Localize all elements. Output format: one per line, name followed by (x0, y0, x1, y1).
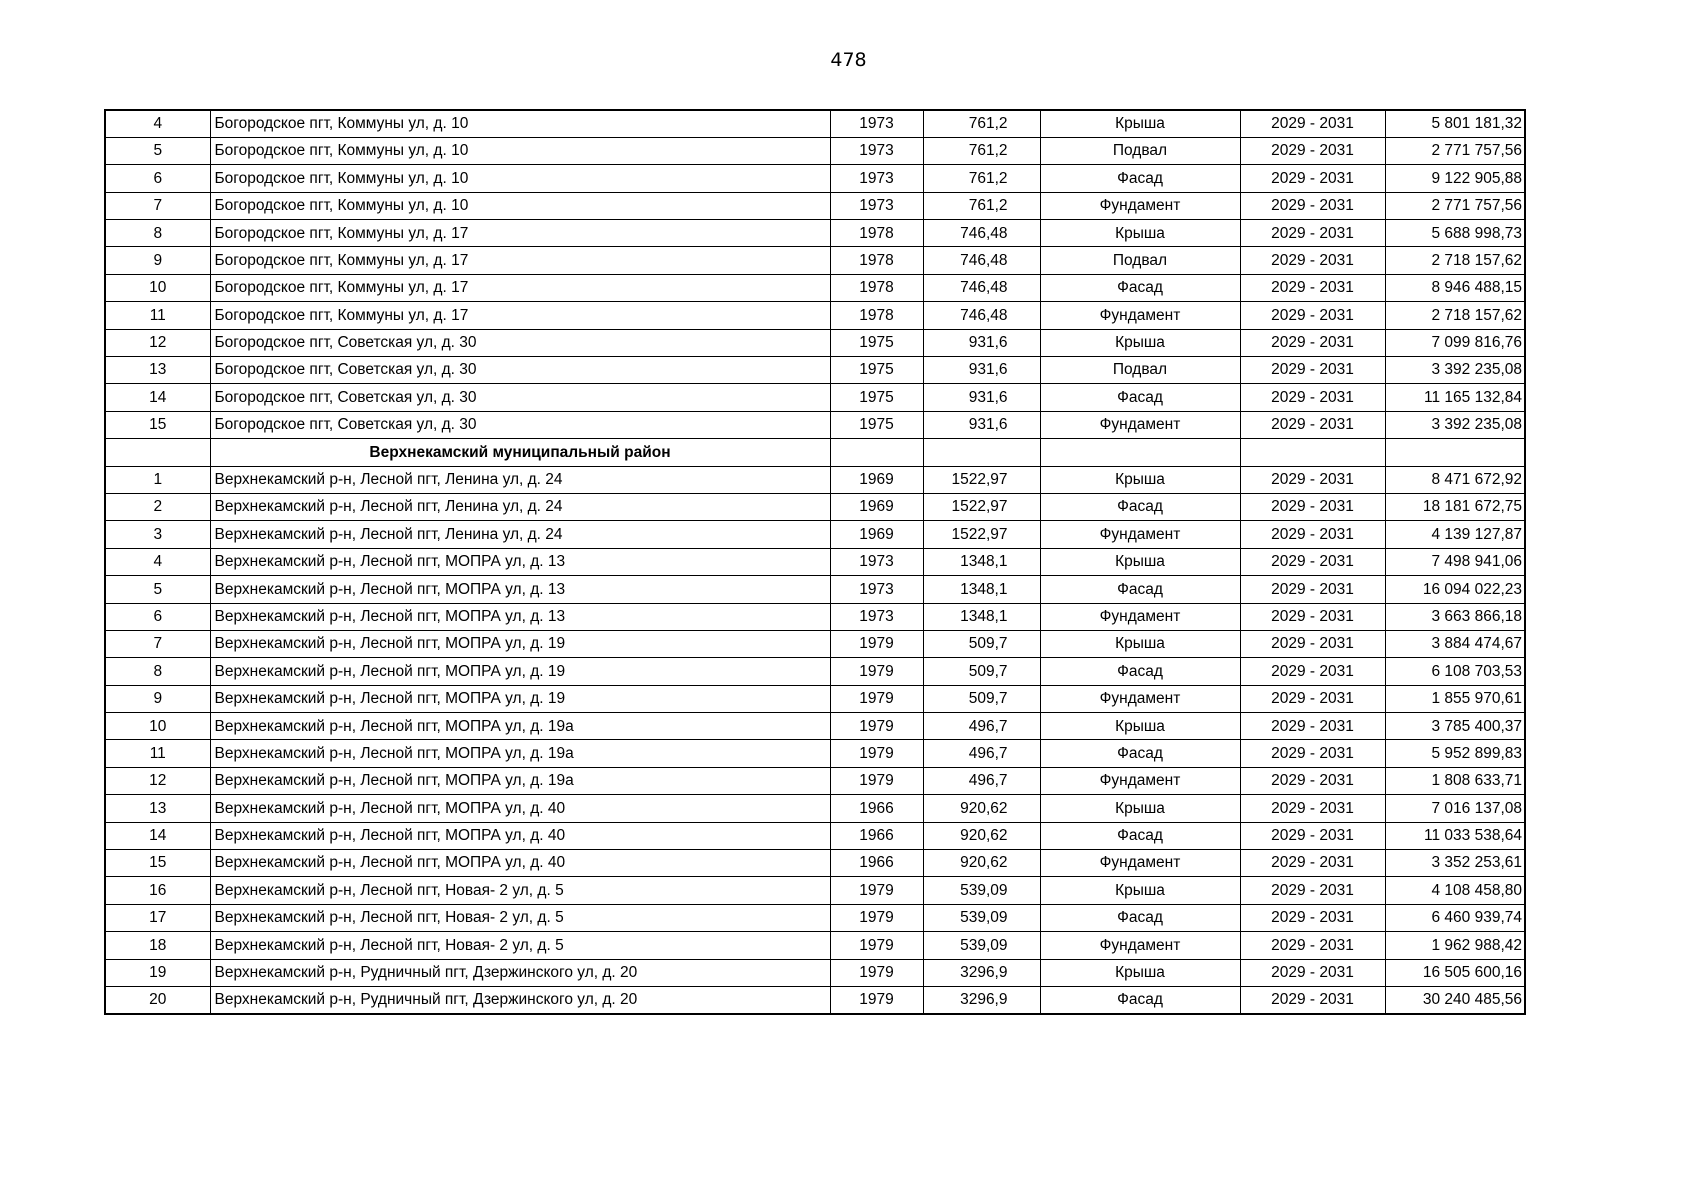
table-row (105, 959, 1525, 986)
cost-cell: 16 094 022,23 (1385, 576, 1525, 603)
row-number: 4 (105, 110, 210, 137)
table-row (105, 987, 1525, 1014)
address-cell: Верхнекамский р-н, Лесной пгт, МОПРА ул, д. 40 (210, 850, 830, 877)
table-row (105, 384, 1525, 411)
year-built-cell: 1979 (830, 740, 923, 767)
work-type-cell: Крыша (1040, 877, 1240, 904)
row-number: 15 (105, 411, 210, 438)
row-number: 6 (105, 165, 210, 192)
address-cell: Верхнекамский р-н, Лесной пгт, Ленина ул, д. 24 (210, 466, 830, 493)
address-cell: Верхнекамский р-н, Лесной пгт, МОПРА ул, д. 13 (210, 603, 830, 630)
row-number: 17 (105, 904, 210, 931)
period-cell: 2029 - 2031 (1240, 302, 1385, 329)
table-row (105, 740, 1525, 767)
period-cell: 2029 - 2031 (1240, 658, 1385, 685)
work-type-cell: Фундамент (1040, 685, 1240, 712)
cost-cell: 7 016 137,08 (1385, 795, 1525, 822)
cost-cell: 6 108 703,53 (1385, 658, 1525, 685)
cost-cell: 2 771 757,56 (1385, 137, 1525, 164)
year-built-cell: 1979 (830, 904, 923, 931)
table-row (105, 932, 1525, 959)
cost-cell: 11 033 538,64 (1385, 822, 1525, 849)
table-row (105, 767, 1525, 794)
work-type-cell: Фундамент (1040, 850, 1240, 877)
table-row (105, 630, 1525, 657)
year-built-cell: 1969 (830, 521, 923, 548)
cost-cell: 1 808 633,71 (1385, 767, 1525, 794)
area-cell: 761,2 (923, 192, 1040, 219)
year-built-cell: 1973 (830, 137, 923, 164)
cost-cell: 9 122 905,88 (1385, 165, 1525, 192)
work-type-cell: Фасад (1040, 576, 1240, 603)
period-cell: 2029 - 2031 (1240, 630, 1385, 657)
work-type-cell: Фасад (1040, 822, 1240, 849)
row-number: 6 (105, 603, 210, 630)
period-cell: 2029 - 2031 (1240, 247, 1385, 274)
year-built-cell: 1979 (830, 685, 923, 712)
area-cell: 931,6 (923, 384, 1040, 411)
table-row (105, 192, 1525, 219)
year-built-cell: 1975 (830, 411, 923, 438)
empty-cell (830, 439, 923, 466)
row-number: 5 (105, 137, 210, 164)
row-number: 15 (105, 850, 210, 877)
address-cell: Верхнекамский р-н, Лесной пгт, Ленина ул, д. 24 (210, 521, 830, 548)
cost-cell: 8 946 488,15 (1385, 274, 1525, 301)
work-type-cell: Крыша (1040, 959, 1240, 986)
year-built-cell: 1973 (830, 548, 923, 575)
table-row (105, 603, 1525, 630)
address-cell: Богородское пгт, Коммуны ул, д. 17 (210, 220, 830, 247)
address-cell: Богородское пгт, Коммуны ул, д. 10 (210, 110, 830, 137)
address-cell: Верхнекамский р-н, Лесной пгт, МОПРА ул, д. 19 (210, 630, 830, 657)
address-cell: Верхнекамский р-н, Лесной пгт, Новая- 2 ул, д. 5 (210, 877, 830, 904)
period-cell: 2029 - 2031 (1240, 767, 1385, 794)
work-type-cell: Фундамент (1040, 603, 1240, 630)
address-cell: Верхнекамский р-н, Лесной пгт, МОПРА ул, д. 19 (210, 685, 830, 712)
period-cell: 2029 - 2031 (1240, 192, 1385, 219)
period-cell: 2029 - 2031 (1240, 959, 1385, 986)
table-row (105, 466, 1525, 493)
year-built-cell: 1973 (830, 576, 923, 603)
cost-cell: 4 108 458,80 (1385, 877, 1525, 904)
area-cell: 761,2 (923, 137, 1040, 164)
year-built-cell: 1979 (830, 767, 923, 794)
year-built-cell: 1975 (830, 329, 923, 356)
work-type-cell: Фасад (1040, 165, 1240, 192)
area-cell: 920,62 (923, 822, 1040, 849)
table-row (105, 110, 1525, 137)
cost-cell: 1 855 970,61 (1385, 685, 1525, 712)
row-number: 20 (105, 987, 210, 1014)
cost-cell: 16 505 600,16 (1385, 959, 1525, 986)
period-cell: 2029 - 2031 (1240, 357, 1385, 384)
area-cell: 3296,9 (923, 959, 1040, 986)
period-cell: 2029 - 2031 (1240, 548, 1385, 575)
cost-cell: 2 771 757,56 (1385, 192, 1525, 219)
work-type-cell: Фундамент (1040, 302, 1240, 329)
row-number: 10 (105, 713, 210, 740)
year-built-cell: 1978 (830, 274, 923, 301)
address-cell: Богородское пгт, Коммуны ул, д. 17 (210, 247, 830, 274)
table-row (105, 165, 1525, 192)
area-cell: 761,2 (923, 110, 1040, 137)
cost-cell: 30 240 485,56 (1385, 987, 1525, 1014)
address-cell: Верхнекамский р-н, Лесной пгт, Ленина ул, д. 24 (210, 493, 830, 520)
area-cell: 3296,9 (923, 987, 1040, 1014)
row-number: 13 (105, 795, 210, 822)
area-cell: 1348,1 (923, 603, 1040, 630)
year-built-cell: 1973 (830, 603, 923, 630)
empty-cell (1040, 439, 1240, 466)
period-cell: 2029 - 2031 (1240, 137, 1385, 164)
work-type-cell: Фундамент (1040, 932, 1240, 959)
cost-cell: 5 952 899,83 (1385, 740, 1525, 767)
period-cell: 2029 - 2031 (1240, 220, 1385, 247)
row-number: 10 (105, 274, 210, 301)
area-cell: 539,09 (923, 932, 1040, 959)
period-cell: 2029 - 2031 (1240, 165, 1385, 192)
year-built-cell: 1979 (830, 658, 923, 685)
year-built-cell: 1979 (830, 987, 923, 1014)
area-cell: 931,6 (923, 411, 1040, 438)
cost-cell: 6 460 939,74 (1385, 904, 1525, 931)
section-header-row (105, 439, 1525, 466)
period-cell: 2029 - 2031 (1240, 822, 1385, 849)
work-type-cell: Крыша (1040, 329, 1240, 356)
address-cell: Верхнекамский р-н, Лесной пгт, МОПРА ул, д. 40 (210, 822, 830, 849)
area-cell: 539,09 (923, 877, 1040, 904)
year-built-cell: 1979 (830, 630, 923, 657)
area-cell: 931,6 (923, 329, 1040, 356)
period-cell: 2029 - 2031 (1240, 493, 1385, 520)
period-cell: 2029 - 2031 (1240, 685, 1385, 712)
period-cell: 2029 - 2031 (1240, 795, 1385, 822)
period-cell: 2029 - 2031 (1240, 603, 1385, 630)
table-row (105, 247, 1525, 274)
address-cell: Верхнекамский р-н, Лесной пгт, МОПРА ул, д. 19 (210, 658, 830, 685)
row-number: 5 (105, 576, 210, 603)
cost-cell: 4 139 127,87 (1385, 521, 1525, 548)
area-cell: 1522,97 (923, 521, 1040, 548)
address-cell: Богородское пгт, Советская ул, д. 30 (210, 329, 830, 356)
address-cell: Богородское пгт, Коммуны ул, д. 10 (210, 165, 830, 192)
year-built-cell: 1979 (830, 713, 923, 740)
empty-cell (1385, 439, 1525, 466)
table-row (105, 548, 1525, 575)
address-cell: Верхнекамский р-н, Рудничный пгт, Дзержинского ул, д. 20 (210, 987, 830, 1014)
area-cell: 539,09 (923, 904, 1040, 931)
cost-cell: 11 165 132,84 (1385, 384, 1525, 411)
year-built-cell: 1975 (830, 357, 923, 384)
row-number: 4 (105, 548, 210, 575)
cost-cell: 3 785 400,37 (1385, 713, 1525, 740)
period-cell: 2029 - 2031 (1240, 274, 1385, 301)
row-number: 7 (105, 192, 210, 219)
period-cell: 2029 - 2031 (1240, 713, 1385, 740)
row-number: 14 (105, 822, 210, 849)
cost-cell: 7 099 816,76 (1385, 329, 1525, 356)
row-number: 1 (105, 466, 210, 493)
work-type-cell: Крыша (1040, 630, 1240, 657)
table-body (105, 110, 1525, 1014)
work-type-cell: Фасад (1040, 493, 1240, 520)
area-cell: 931,6 (923, 357, 1040, 384)
row-number: 9 (105, 247, 210, 274)
table-row (105, 658, 1525, 685)
table-row (105, 576, 1525, 603)
period-cell: 2029 - 2031 (1240, 411, 1385, 438)
year-built-cell: 1966 (830, 822, 923, 849)
row-number: 9 (105, 685, 210, 712)
period-cell: 2029 - 2031 (1240, 740, 1385, 767)
work-type-cell: Фасад (1040, 740, 1240, 767)
work-type-cell: Крыша (1040, 713, 1240, 740)
repair-schedule-table (104, 109, 1526, 1015)
cost-cell: 1 962 988,42 (1385, 932, 1525, 959)
period-cell: 2029 - 2031 (1240, 521, 1385, 548)
address-cell: Богородское пгт, Коммуны ул, д. 10 (210, 192, 830, 219)
work-type-cell: Крыша (1040, 220, 1240, 247)
work-type-cell: Фасад (1040, 384, 1240, 411)
cost-cell: 3 392 235,08 (1385, 411, 1525, 438)
area-cell: 509,7 (923, 685, 1040, 712)
address-cell: Верхнекамский р-н, Лесной пгт, МОПРА ул, д. 40 (210, 795, 830, 822)
period-cell: 2029 - 2031 (1240, 384, 1385, 411)
area-cell: 746,48 (923, 274, 1040, 301)
cost-cell: 3 392 235,08 (1385, 357, 1525, 384)
row-number: 19 (105, 959, 210, 986)
address-cell: Верхнекамский р-н, Лесной пгт, МОПРА ул, д. 13 (210, 576, 830, 603)
area-cell: 509,7 (923, 658, 1040, 685)
year-built-cell: 1966 (830, 850, 923, 877)
table-row (105, 411, 1525, 438)
table-row (105, 329, 1525, 356)
area-cell: 496,7 (923, 740, 1040, 767)
row-number: 8 (105, 658, 210, 685)
row-number: 2 (105, 493, 210, 520)
year-built-cell: 1973 (830, 165, 923, 192)
period-cell: 2029 - 2031 (1240, 932, 1385, 959)
area-cell: 1348,1 (923, 548, 1040, 575)
work-type-cell: Фасад (1040, 274, 1240, 301)
year-built-cell: 1973 (830, 192, 923, 219)
cost-cell: 18 181 672,75 (1385, 493, 1525, 520)
work-type-cell: Крыша (1040, 466, 1240, 493)
work-type-cell: Подвал (1040, 247, 1240, 274)
row-number: 13 (105, 357, 210, 384)
table-row (105, 357, 1525, 384)
work-type-cell: Подвал (1040, 137, 1240, 164)
address-cell: Верхнекамский р-н, Лесной пгт, МОПРА ул, д. 19а (210, 713, 830, 740)
row-number: 12 (105, 767, 210, 794)
year-built-cell: 1975 (830, 384, 923, 411)
table-row (105, 822, 1525, 849)
table-row (105, 877, 1525, 904)
work-type-cell: Крыша (1040, 110, 1240, 137)
area-cell: 746,48 (923, 247, 1040, 274)
work-type-cell: Фундамент (1040, 521, 1240, 548)
area-cell: 1348,1 (923, 576, 1040, 603)
period-cell: 2029 - 2031 (1240, 904, 1385, 931)
section-title: Верхнекамский муниципальный район (210, 439, 830, 466)
cost-cell: 3 352 253,61 (1385, 850, 1525, 877)
table-row (105, 713, 1525, 740)
work-type-cell: Фасад (1040, 658, 1240, 685)
year-built-cell: 1969 (830, 493, 923, 520)
row-number: 11 (105, 740, 210, 767)
row-number: 16 (105, 877, 210, 904)
address-cell: Верхнекамский р-н, Рудничный пгт, Дзержинского ул, д. 20 (210, 959, 830, 986)
period-cell: 2029 - 2031 (1240, 466, 1385, 493)
period-cell: 2029 - 2031 (1240, 877, 1385, 904)
table-row (105, 274, 1525, 301)
period-cell: 2029 - 2031 (1240, 329, 1385, 356)
area-cell: 496,7 (923, 713, 1040, 740)
page-number: 478 (830, 49, 867, 71)
row-number: 8 (105, 220, 210, 247)
work-type-cell: Подвал (1040, 357, 1240, 384)
row-number: 7 (105, 630, 210, 657)
year-built-cell: 1978 (830, 220, 923, 247)
cost-cell: 2 718 157,62 (1385, 302, 1525, 329)
cost-cell: 5 801 181,32 (1385, 110, 1525, 137)
year-built-cell: 1969 (830, 466, 923, 493)
work-type-cell: Фасад (1040, 904, 1240, 931)
address-cell: Богородское пгт, Советская ул, д. 30 (210, 357, 830, 384)
period-cell: 2029 - 2031 (1240, 850, 1385, 877)
work-type-cell: Крыша (1040, 548, 1240, 575)
row-number: 14 (105, 384, 210, 411)
year-built-cell: 1979 (830, 877, 923, 904)
cost-cell: 8 471 672,92 (1385, 466, 1525, 493)
empty-cell (923, 439, 1040, 466)
work-type-cell: Крыша (1040, 795, 1240, 822)
table-row (105, 521, 1525, 548)
area-cell: 920,62 (923, 795, 1040, 822)
area-cell: 746,48 (923, 220, 1040, 247)
period-cell: 2029 - 2031 (1240, 987, 1385, 1014)
table-row (105, 220, 1525, 247)
address-cell: Верхнекамский р-н, Лесной пгт, МОПРА ул, д. 19а (210, 740, 830, 767)
work-type-cell: Фундамент (1040, 767, 1240, 794)
area-cell: 746,48 (923, 302, 1040, 329)
table-row (105, 302, 1525, 329)
table-row (105, 795, 1525, 822)
cost-cell: 3 663 866,18 (1385, 603, 1525, 630)
address-cell: Богородское пгт, Коммуны ул, д. 17 (210, 274, 830, 301)
address-cell: Богородское пгт, Советская ул, д. 30 (210, 411, 830, 438)
cost-cell: 5 688 998,73 (1385, 220, 1525, 247)
empty-cell (105, 439, 210, 466)
year-built-cell: 1978 (830, 302, 923, 329)
area-cell: 1522,97 (923, 466, 1040, 493)
address-cell: Богородское пгт, Советская ул, д. 30 (210, 384, 830, 411)
area-cell: 496,7 (923, 767, 1040, 794)
address-cell: Богородское пгт, Коммуны ул, д. 17 (210, 302, 830, 329)
cost-cell: 3 884 474,67 (1385, 630, 1525, 657)
period-cell: 2029 - 2031 (1240, 576, 1385, 603)
address-cell: Богородское пгт, Коммуны ул, д. 10 (210, 137, 830, 164)
work-type-cell: Фундамент (1040, 411, 1240, 438)
area-cell: 920,62 (923, 850, 1040, 877)
year-built-cell: 1979 (830, 959, 923, 986)
empty-cell (1240, 439, 1385, 466)
area-cell: 509,7 (923, 630, 1040, 657)
year-built-cell: 1978 (830, 247, 923, 274)
table-row (105, 493, 1525, 520)
year-built-cell: 1966 (830, 795, 923, 822)
row-number: 12 (105, 329, 210, 356)
period-cell: 2029 - 2031 (1240, 110, 1385, 137)
area-cell: 761,2 (923, 165, 1040, 192)
work-type-cell: Фасад (1040, 987, 1240, 1014)
cost-cell: 2 718 157,62 (1385, 247, 1525, 274)
cost-cell: 7 498 941,06 (1385, 548, 1525, 575)
row-number: 18 (105, 932, 210, 959)
table-row (105, 137, 1525, 164)
year-built-cell: 1973 (830, 110, 923, 137)
year-built-cell: 1979 (830, 932, 923, 959)
table-row (105, 685, 1525, 712)
table-row (105, 850, 1525, 877)
address-cell: Верхнекамский р-н, Лесной пгт, Новая- 2 ул, д. 5 (210, 932, 830, 959)
table-container (104, 109, 1526, 1015)
row-number: 3 (105, 521, 210, 548)
address-cell: Верхнекамский р-н, Лесной пгт, МОПРА ул, д. 13 (210, 548, 830, 575)
row-number: 11 (105, 302, 210, 329)
table-row (105, 904, 1525, 931)
address-cell: Верхнекамский р-н, Лесной пгт, МОПРА ул, д. 19а (210, 767, 830, 794)
address-cell: Верхнекамский р-н, Лесной пгт, Новая- 2 ул, д. 5 (210, 904, 830, 931)
work-type-cell: Фундамент (1040, 192, 1240, 219)
area-cell: 1522,97 (923, 493, 1040, 520)
